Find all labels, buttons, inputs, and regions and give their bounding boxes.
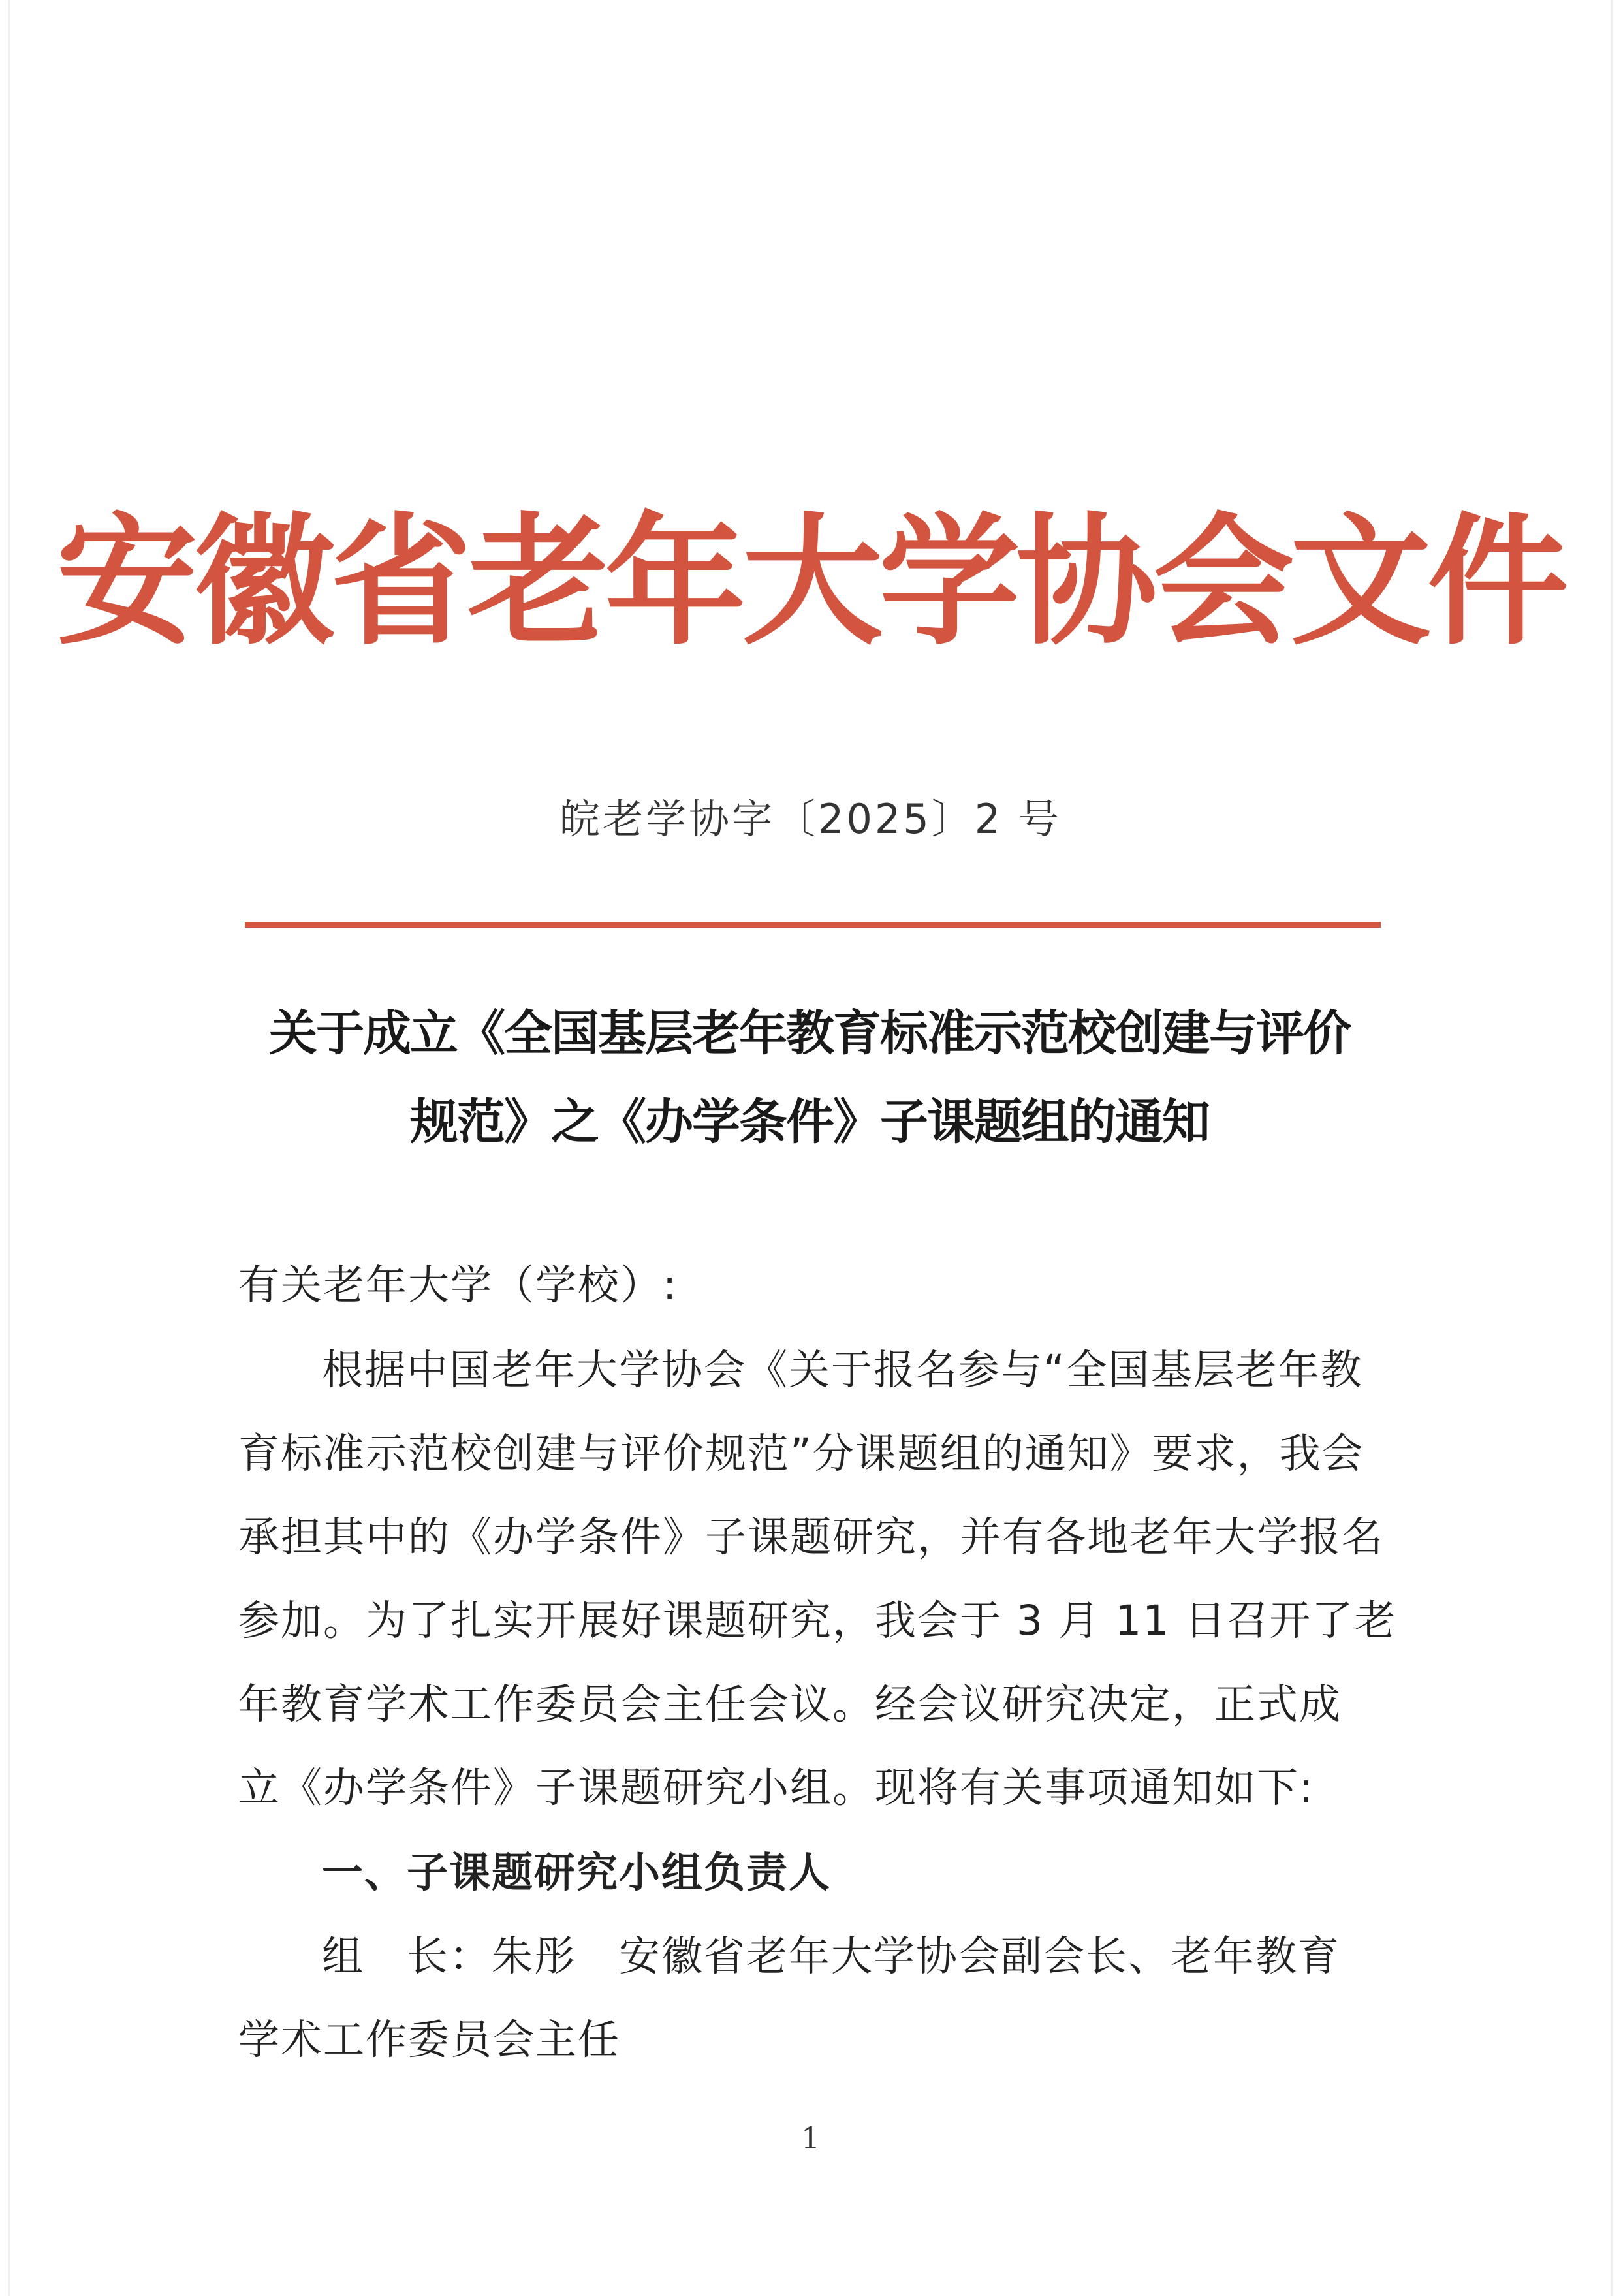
leader-line: 学术工作委员会主任: [238, 2016, 620, 2064]
paragraph-line: 参加。为了扎实开展好课题研究，我会于 3 月 11 日召开了老: [238, 1597, 1397, 1644]
section-heading: 一、子课题研究小组负责人: [322, 1849, 831, 1896]
scan-edge-left: [8, 0, 10, 2296]
notice-title: [196, 989, 1423, 1167]
paragraph-line: 育标准示范校创建与评价规范”分课题组的通知》要求，我会: [238, 1430, 1364, 1477]
page-number: 1: [800, 2120, 821, 2156]
leader-entry: [238, 1915, 1355, 2082]
red-divider-line: [245, 922, 1381, 928]
paragraph-line: 立《办学条件》子课题研究小组。现将有关事项通知如下:: [238, 1764, 1315, 1812]
issuer-header-title: 安徽省老年大学协会文件: [56, 498, 1565, 664]
scan-edge-right: [1611, 0, 1613, 2296]
notice-title-line-1: 关于成立《全国基层老年教育标准示范校创建与评价: [269, 1005, 1350, 1062]
salutation: 有关老年大学（学校）:: [238, 1261, 678, 1309]
paragraph-line: 承担其中的《办学条件》子课题研究，并有各地老年大学报名: [238, 1513, 1384, 1561]
paragraph-line: 根据中国老年大学协会《关于报名参与“全国基层老年教: [322, 1346, 1363, 1394]
paragraph-line: 年教育学术工作委员会主任会议。经会议研究决定，正式成: [238, 1680, 1342, 1728]
body-paragraph: [238, 1329, 1397, 1830]
notice-title-line-2: 规范》之《办学条件》子课题组的通知: [410, 1094, 1209, 1150]
document-number: 皖老学协字〔2025〕2 号: [559, 795, 1062, 843]
leader-line: 组 长：朱彤 安徽省老年大学协会副会长、老年教育: [322, 1932, 1340, 1980]
